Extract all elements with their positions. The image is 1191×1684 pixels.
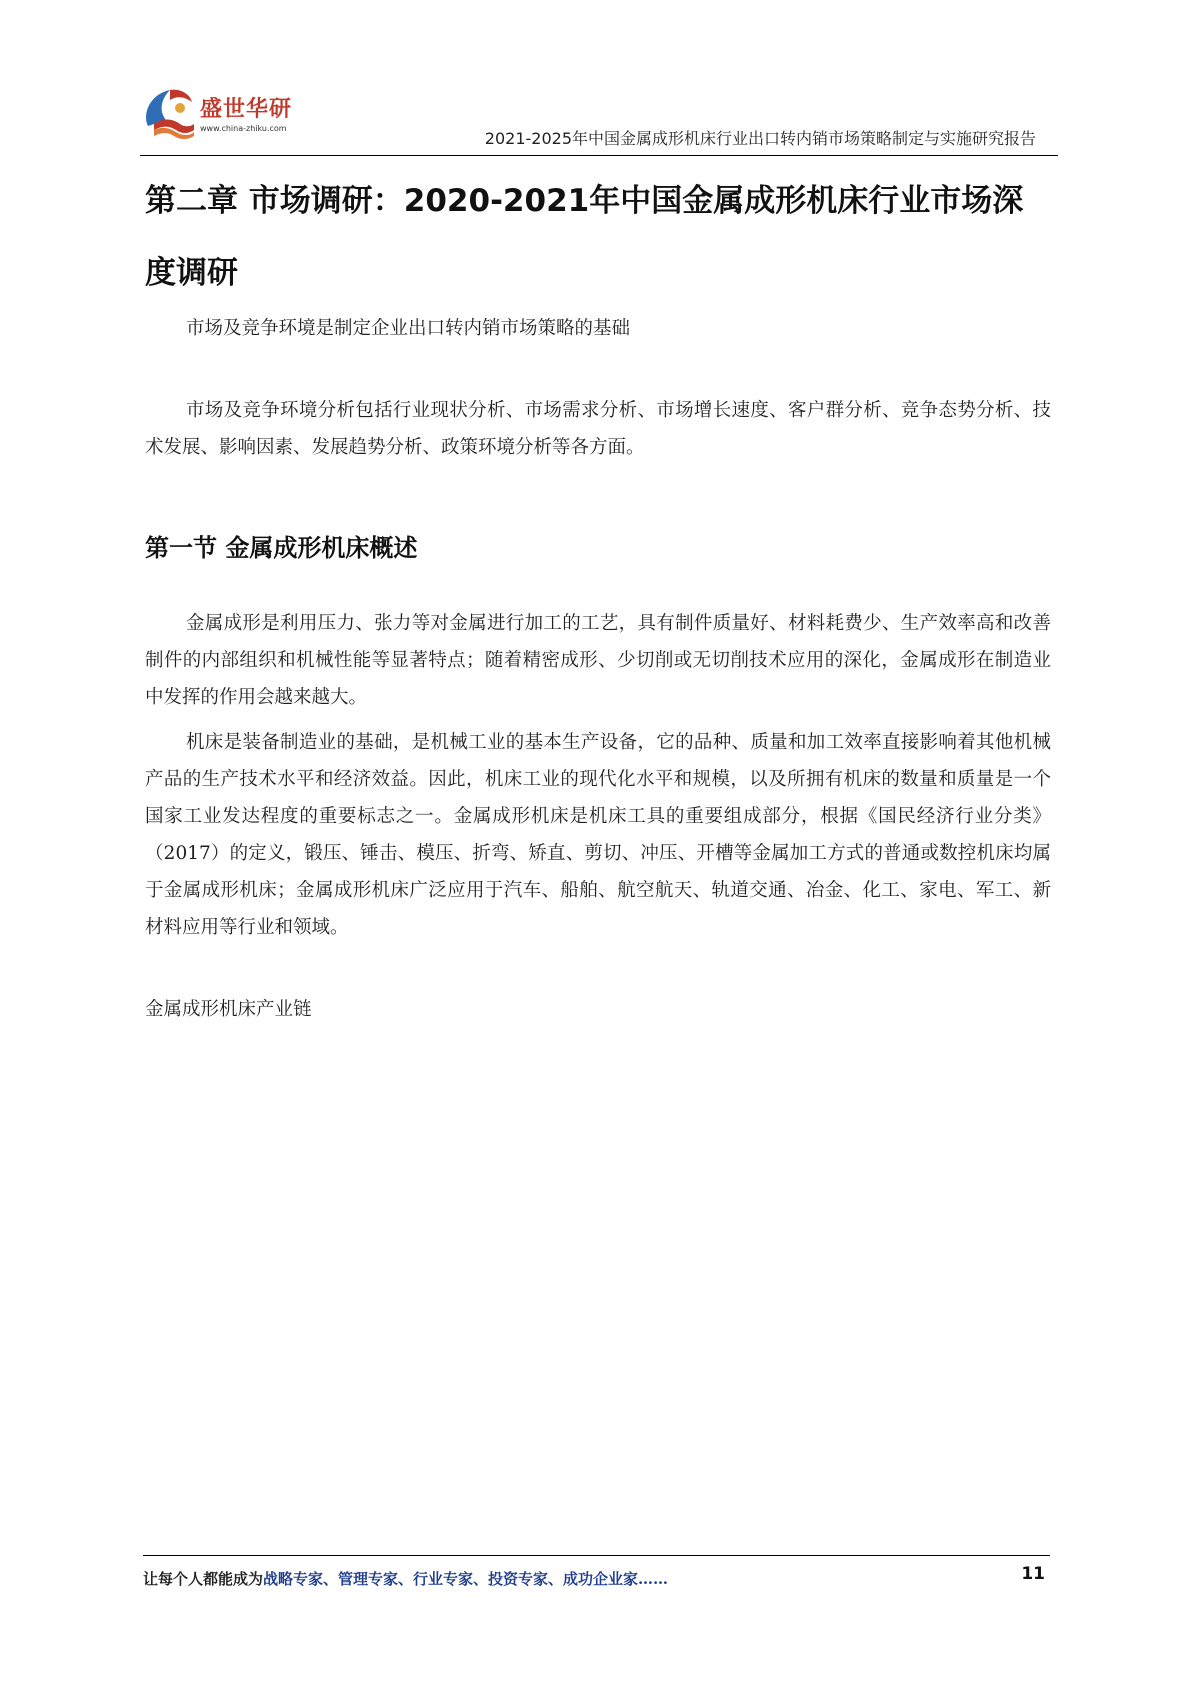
report-title: 2021-2025年中国金属成形机床行业出口转内销市场策略制定与实施研究报告 <box>484 129 1036 148</box>
header-divider <box>140 155 1058 156</box>
figure-caption: 金属成形机床产业链 <box>145 999 312 1020</box>
footer-slogan-prefix: 让每个人都能成为 <box>143 1570 264 1588</box>
section-paragraph-1: 金属成形是利用压力、张力等对金属进行加工的工艺，具有制件质量好、材料耗费少、生产效率高和改善制件的内部组织和机械性能等显著特点；随着精密成形、少切削或无切削技术应用的深化，金属成形在制造业中发挥的作用会越来越大。 <box>145 613 1051 708</box>
logo-url: www.china-zhiku.com <box>200 124 287 133</box>
intro-paragraph-1: 市场及竞争环境是制定企业出口转内销市场策略的基础 <box>186 318 631 339</box>
section-paragraph-2: 机床是装备制造业的基础，是机械工业的基本生产设备，它的品种、质量和加工效率直接影响着其他机械产品的生产技术水平和经济效益。因此，机床工业的现代化水平和规模，以及所拥有机床的数量和质量是一个国家工业发达程度的重要标志之一。金属成形机床是机床工具的重要组成部分，根据《国民经济行业分类》（2017）的定义，锻压、锤击、模压、折弯、矫直、剪切、冲压、开槽等金属加工方式的普通或数控机床均属于金属成形机床；金属成形机床广泛应用于汽车、船舶、航空航天、轨道交通、冶金、化工、家电、军工、新材料应用等行业和领域。 <box>145 732 1051 938</box>
page-number: 11 <box>1021 1564 1045 1584</box>
footer-slogan-highlight: 战略专家、管理专家、行业专家、投资专家、成功企业家…… <box>263 1570 669 1588</box>
section-title: 第一节 金属成形机床概述 <box>145 534 418 562</box>
intro-paragraph-2: 市场及竞争环境分析包括行业现状分析、市场需求分析、市场增长速度、客户群分析、竞争态势分析、技术发展、影响因素、发展趋势分析、政策环境分析等各方面。 <box>145 400 1051 458</box>
page-header <box>140 80 1058 158</box>
footer-slogan <box>143 1568 668 1589</box>
footer-divider <box>143 1555 1050 1556</box>
chapter-title: 第二章 市场调研：2020-2021年中国金属成形机床行业市场深度调研 <box>145 183 1024 291</box>
logo-emblem-icon <box>140 84 200 140</box>
logo-name: 盛世华研 <box>200 97 293 122</box>
company-logo <box>140 84 310 144</box>
